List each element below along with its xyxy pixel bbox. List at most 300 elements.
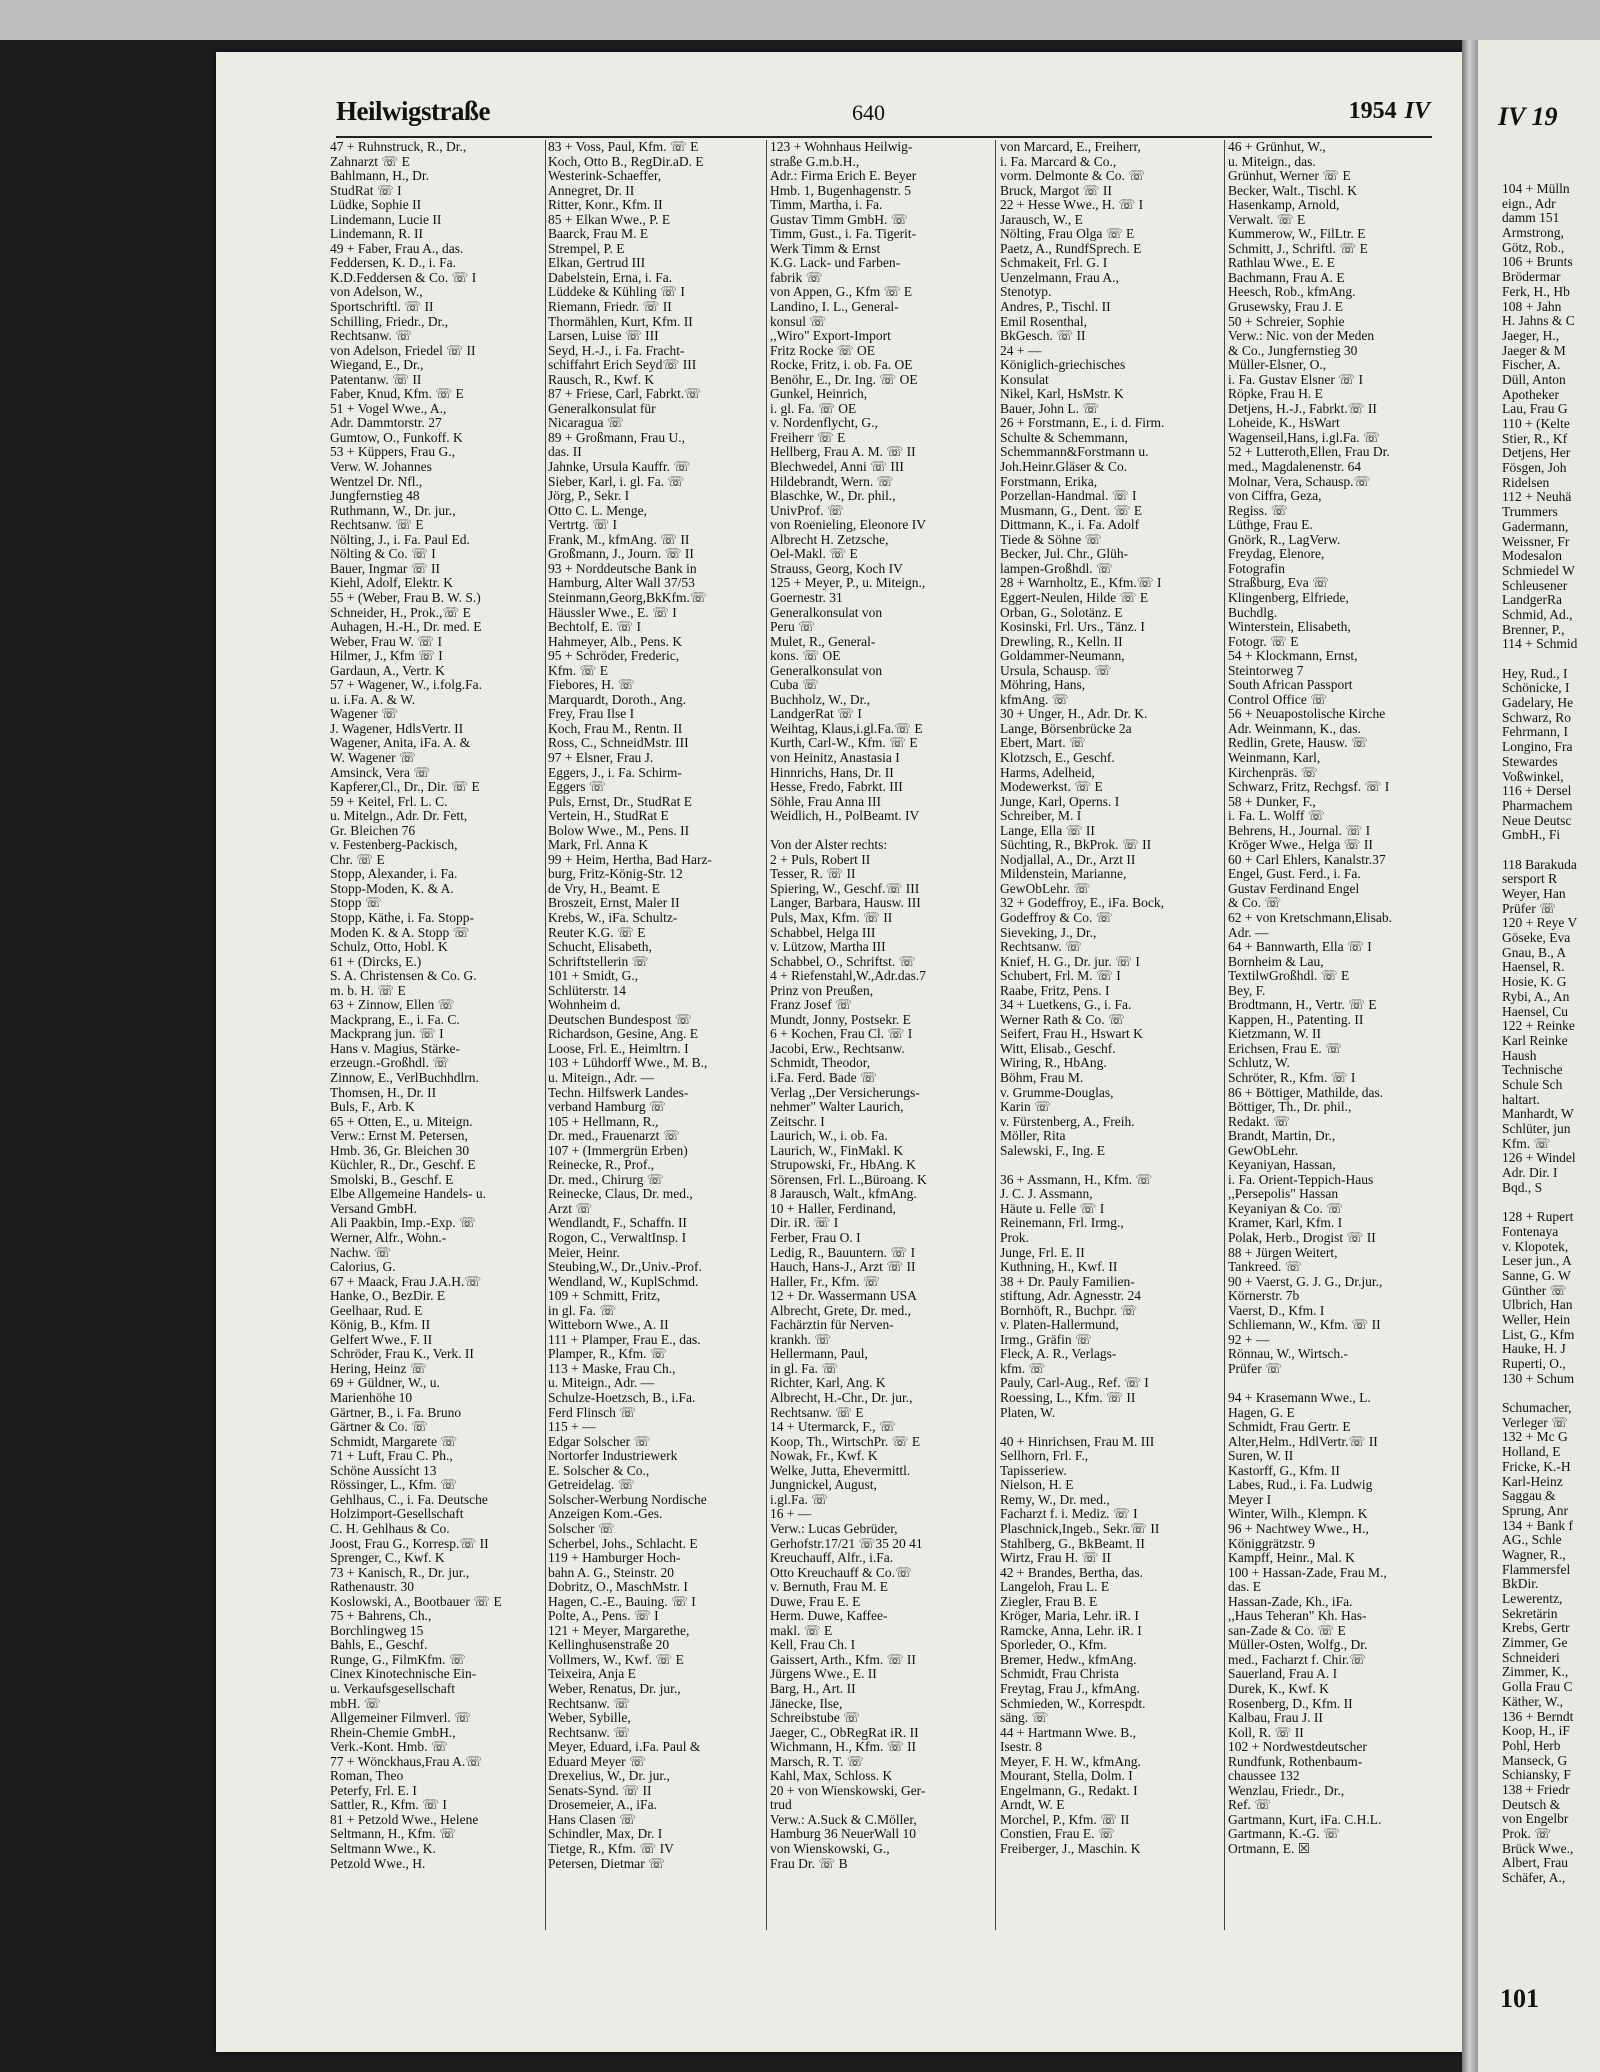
directory-entry-line: 61 + (Dircks, E.) <box>330 953 422 969</box>
directory-entry-line: Gerhofstr.17/21 ☏35 20 41 <box>770 1535 923 1551</box>
directory-entry-line: Peterfy, Frl. E. I <box>330 1782 417 1798</box>
directory-entry-line: Lange, Ella ☏ II <box>1000 822 1095 838</box>
directory-entry-line: Rybi, A., An <box>1502 988 1570 1004</box>
directory-entry-line: Blaschke, W., Dr. phil., <box>770 488 896 504</box>
directory-entry-line: Schubert, Frl. M. ☏ I <box>1000 968 1121 984</box>
directory-entry-line: Fischer, A. <box>1502 357 1561 373</box>
directory-entry-line: 103 + Lühdorff Wwe., M. B., <box>548 1055 708 1071</box>
directory-entry-line: Kröger Wwe., Helga ☏ II <box>1228 837 1373 853</box>
directory-entry-line: Gartmann, Kurt, iFa. C.H.L. <box>1228 1811 1382 1827</box>
directory-entry-line: 112 + Neuhä <box>1502 489 1572 505</box>
directory-entry-line: J. Wagener, HdlsVertr. II <box>330 720 464 736</box>
directory-entry-line: Königlich-griechisches <box>1000 357 1126 373</box>
directory-entry-line: Sieber, Karl, i. gl. Fa. ☏ <box>548 473 685 489</box>
directory-entry-line: Allgemeiner Filmverl. ☏ <box>330 1710 471 1726</box>
directory-entry-line: Schemmann&Forstmann u. <box>1000 444 1149 460</box>
directory-entry-line: Wendlandt, F., Schaffn. II <box>548 1215 687 1231</box>
directory-entry-line: das. E <box>1228 1579 1261 1595</box>
directory-entry-line: von Adelson, Friedel ☏ II <box>330 342 476 358</box>
directory-entry-line: haltart. <box>1502 1091 1540 1107</box>
directory-entry-line: 40 + Hinrichsen, Frau M. III <box>1000 1433 1155 1449</box>
directory-entry-line: 12 + Dr. Wassermann USA <box>770 1288 917 1304</box>
directory-entry-line: 119 + Hamburger Hoch- <box>548 1550 681 1566</box>
directory-entry-line: de Vry, H., Beamt. E <box>548 880 661 896</box>
directory-entry-line: Bey, F. <box>1228 982 1266 998</box>
directory-entry-line: 110 + (Kelte <box>1502 416 1570 431</box>
directory-entry-line: Leser jun., A <box>1502 1253 1572 1269</box>
directory-entry-line: Hering, Heinz ☏ <box>330 1360 427 1376</box>
directory-entry-line: Kirchenpräs. ☏ <box>1228 764 1318 780</box>
directory-entry-line: Jacobi, Erw., Rechtsanw. <box>770 1040 905 1056</box>
directory-entry-line: Vertein, H., StudRat E <box>548 808 669 824</box>
directory-entry-line: 67 + Maack, Frau J.A.H.☏ <box>330 1273 482 1289</box>
directory-entry-line: Bruck, Margot ☏ II <box>1000 182 1112 198</box>
directory-entry-line: Harms, Adelheid, <box>1000 764 1095 780</box>
directory-entry-line: Hellermann, Paul, <box>770 1346 868 1362</box>
directory-entry-line: Gärtner & Co. ☏ <box>330 1419 428 1435</box>
directory-entry-line: 30 + Unger, H., Adr. Dr. K. <box>1000 706 1148 722</box>
directory-entry-line: Saggau & <box>1502 1488 1556 1504</box>
directory-entry-line: Petersen, Dietmar ☏ <box>548 1855 665 1871</box>
directory-entry-line <box>1502 652 1600 667</box>
directory-entry-line: Zimmer, K., <box>1502 1664 1569 1680</box>
directory-entry-line: Häussler Wwe., E. ☏ I <box>548 604 677 620</box>
directory-entry-line: 93 + Norddeutsche Bank in <box>548 560 697 576</box>
directory-entry-line: Ross, C., SchneidMstr. III <box>548 735 689 751</box>
directory-entry-line: erzeugn.-Großhdl. ☏ <box>330 1055 450 1071</box>
directory-entry-line: Knief, H. G., Dr. jur. ☏ I <box>1000 953 1140 969</box>
directory-entry-line: & Co., Jungfernstieg 30 <box>1228 342 1358 358</box>
directory-entry-line: Ferk, H., Hb <box>1502 283 1570 299</box>
directory-entry-line: Sörensen, Frl. L.,Büroang. K <box>770 1171 927 1187</box>
directory-entry-line: Wichmann, H., Kfm. ☏ II <box>770 1739 917 1755</box>
directory-entry-line: Manseck, G <box>1502 1752 1568 1768</box>
page-number: 640 <box>852 100 885 125</box>
directory-entry-line: Lüdke, Sophie II <box>330 197 422 213</box>
directory-entry-line: Reinemann, Frl. Irmg., <box>1000 1215 1124 1231</box>
directory-entry-line: Stopp, Alexander, i. Fa. <box>330 866 458 882</box>
directory-entry-line: Constien, Frau E. ☏ <box>1000 1826 1115 1842</box>
directory-entry-line: Albrecht, Grete, Dr. med., <box>770 1302 911 1318</box>
directory-entry-line: v. Nordenflycht, G., <box>770 415 878 431</box>
directory-entry-line: Ziegler, Frau B. E <box>1000 1593 1098 1609</box>
directory-entry-line: Durek, K., Kwf. K <box>1228 1680 1329 1696</box>
directory-entry-line: ,,Haus Teheran" Kh. Has- <box>1228 1608 1367 1624</box>
directory-entry-line: Getreidelag. ☏ <box>548 1477 635 1493</box>
directory-entry-line: Müller-Osten, Wolfg., Dr. <box>1228 1637 1368 1653</box>
directory-entry-line: 8 Jarausch, Walt., kfmAng. <box>770 1186 917 1202</box>
directory-entry-line: 52 + Lutteroth,Ellen, Frau Dr. <box>1228 444 1390 460</box>
directory-entry-line: Ulbrich, Han <box>1502 1297 1573 1313</box>
directory-entry-line: vorm. Delmonte & Co. ☏ <box>1000 168 1146 184</box>
directory-entry-line: Nikel, Karl, HsMstr. K <box>1000 386 1124 402</box>
directory-entry-line: Bqd., S <box>1502 1179 1543 1195</box>
directory-entry-line: Schmidt, Frau Gertr. E <box>1228 1419 1351 1435</box>
directory-entry-line: Eggers, J., i. Fa. Schirm- <box>548 764 682 780</box>
directory-entry-line: 64 + Bannwarth, Ella ☏ I <box>1228 939 1372 955</box>
directory-entry-line: Gärtner, B., i. Fa. Bruno <box>330 1404 462 1420</box>
directory-entry-line: Kummerow, W., FilLtr. E <box>1228 226 1366 242</box>
directory-entry-line: Rechtsanw. ☏ <box>548 1724 630 1740</box>
directory-entry-line: S. A. Christensen & Co. G. <box>330 968 477 984</box>
directory-entry-line: 118 Barakuda <box>1502 856 1577 872</box>
directory-entry-line: 88 + Jürgen Weitert, <box>1228 1244 1338 1260</box>
directory-entry-line: Schlüter, jun <box>1502 1121 1571 1136</box>
directory-entry-line: Godeffroy & Co. ☏ <box>1000 909 1113 925</box>
directory-entry-line: Spiering, W., Geschf.☏ III <box>770 880 920 896</box>
directory-entry-line: Schleusener <box>1502 577 1568 593</box>
directory-entry-line: Thomsen, H., Dr. II <box>330 1084 437 1100</box>
directory-entry-line: Fontenaya <box>1502 1223 1559 1239</box>
directory-entry-line: W. Wagener ☏ <box>330 749 416 765</box>
directory-entry-line: Jungfernstieg 48 <box>330 488 420 504</box>
directory-entry-line: K.G. Lack- und Farben- <box>770 255 901 271</box>
directory-entry-line: StudRat ☏ I <box>330 182 402 198</box>
directory-entry-line: Möller, Rita <box>1000 1128 1066 1144</box>
directory-entry-line: Schmiedel W <box>1502 562 1575 578</box>
directory-entry-line: Küchler, R., Dr., Geschf. E <box>330 1157 476 1173</box>
directory-entry-line: Reuter K.G. ☏ E <box>548 924 646 940</box>
directory-entry-line: i.Fa. Ferd. Bade ☏ <box>770 1070 877 1085</box>
directory-entry-line: Jaeger & M <box>1502 342 1566 358</box>
directory-entry-line: Bachmann, Frau A. E <box>1228 269 1345 285</box>
directory-entry-line: Edgar Solscher ☏ <box>548 1433 651 1449</box>
directory-entry-line: 83 + Voss, Paul, Kfm. ☏ E <box>548 140 699 154</box>
directory-entry-line: Ritter, Konr., Kfm. II <box>548 197 663 213</box>
directory-entry-line: v. Bernuth, Frau M. E <box>770 1579 888 1595</box>
directory-entry-line: Werk Timm & Ernst <box>770 240 881 256</box>
directory-entry-line: Koch, Otto B., RegDir.aD. E <box>548 153 704 169</box>
directory-entry-line: Kröger, Maria, Lehr. iR. I <box>1000 1608 1139 1624</box>
directory-entry-line: Kappen, H., Patenting. II <box>1228 1011 1364 1027</box>
directory-entry-line: 54 + Klockmann, Ernst, <box>1228 648 1358 664</box>
directory-entry-line: Schilling, Friedr., Dr., <box>330 313 449 329</box>
directory-entry-line: Zinnow, E., VerlBuchhdlrn. <box>330 1070 479 1085</box>
directory-entry-line: Stenotyp. <box>1000 284 1052 300</box>
directory-entry-line: Schmid, Ad., <box>1502 606 1573 622</box>
directory-entry-line: 34 + Luetkens, G., i. Fa. <box>1000 997 1132 1013</box>
directory-entry-line: 111 + Plamper, Frau E., das. <box>548 1331 701 1347</box>
directory-entry-line: Drewling, R., Kelln. II <box>1000 633 1123 649</box>
directory-entry-line: Freiberger, J., Maschin. K <box>1000 1840 1141 1856</box>
directory-entry-line: Larsen, Luise ☏ III <box>548 328 659 344</box>
directory-entry-line: Schröter, R., Kfm. ☏ I <box>1228 1070 1356 1085</box>
directory-entry-line: Jürgens Wwe., E. II <box>770 1666 877 1682</box>
directory-entry-line: Nölting, J., i. Fa. Paul Ed. <box>330 531 470 547</box>
directory-entry-line: u. Miteign., das. <box>1228 153 1316 169</box>
directory-entry-line: Puls, Ernst, Dr., StudRat E <box>548 793 693 809</box>
directory-entry-line: Feddersen, K. D., i. Fa. <box>330 255 456 271</box>
directory-entry-line: Verlag ,,Der Versicherungs- <box>770 1084 920 1100</box>
directory-entry-line: Sprenger, C., Kwf. K <box>330 1550 445 1566</box>
directory-entry-line: Witt, Elisab., Geschf. <box>1000 1040 1116 1056</box>
directory-entry-line <box>1228 1376 1446 1391</box>
directory-entry-line: Generalkonsulat für <box>548 400 656 416</box>
directory-entry-line: Strauss, Georg, Koch IV <box>770 560 903 576</box>
directory-entry-line: von Appen, G., Kfm ☏ E <box>770 284 913 300</box>
directory-entry-line: Ref. ☏ <box>1228 1797 1272 1813</box>
directory-entry-line: Hamburg, Alter Wall 37/53 <box>548 575 695 591</box>
directory-entry-line: 46 + Grünhut, W., <box>1228 140 1326 154</box>
directory-entry-line: Jarausch, W., E <box>1000 211 1083 227</box>
directory-entry-line: Schulze-Hoetzsch, B., i.Fa. <box>548 1390 696 1406</box>
directory-entry-line: Mackprang, E., i. Fa. C. <box>330 1011 460 1027</box>
directory-entry-line: Roessing, L., Kfm. ☏ II <box>1000 1390 1136 1406</box>
directory-entry-line: Stopp, Käthe, i. Fa. Stopp- <box>330 909 474 925</box>
directory-entry-line: 57 + Wagener, W., i.folg.Fa. <box>330 677 482 693</box>
directory-column-4 <box>1000 140 1218 1940</box>
directory-entry-line: lampen-Großhdl. ☏ <box>1000 560 1113 576</box>
directory-entry-line: Strempel, P. E <box>548 240 625 256</box>
directory-entry-line: Großmann, J., Journ. ☏ II <box>548 546 694 562</box>
directory-entry-line: Ferd Flinsch ☏ <box>548 1404 637 1420</box>
directory-entry-line: säng. ☏ <box>1000 1710 1049 1726</box>
directory-entry-line: Brenner, P., <box>1502 621 1565 637</box>
directory-entry-line: Schumacher, <box>1502 1400 1572 1416</box>
directory-entry-line: Söhle, Frau Anna III <box>770 793 881 809</box>
directory-entry-line: Runge, G., FilmKfm. ☏ <box>330 1651 466 1667</box>
directory-entry-line: Wagner, R., <box>1502 1546 1566 1562</box>
directory-entry-line: 59 + Keitel, Frl. L. C. <box>330 793 448 809</box>
directory-entry-line: Rönnau, W., Wirtsch.- <box>1228 1346 1348 1362</box>
directory-entry-line: Weidlich, H., PolBeamt. IV <box>770 808 920 824</box>
directory-entry-line: Fehrmann, I <box>1502 724 1568 740</box>
directory-entry-line: 32 + Godeffroy, E., iFa. Bock, <box>1000 895 1164 911</box>
street-name-heading: Heilwigstraße <box>336 96 490 126</box>
directory-entry-line: Meyer I <box>1228 1491 1272 1507</box>
directory-entry-line: mbH. ☏ <box>330 1695 381 1711</box>
directory-entry-line: von Wienskowski, G., <box>770 1840 890 1856</box>
directory-entry-line: GewObLehr. ☏ <box>1000 880 1091 896</box>
directory-entry-line: Lindemann, Lucie II <box>330 211 442 227</box>
directory-entry-line: Anzeigen Kom.-Ges. <box>548 1506 663 1522</box>
directory-entry-line: Jaeger, C., ObRegRat iR. II <box>770 1724 919 1740</box>
directory-entry-line: 108 + Jahn <box>1502 298 1562 314</box>
directory-entry-line: Ursula, Schausp. ☏ <box>1000 662 1112 678</box>
directory-entry-line: Schiansky, F <box>1502 1767 1571 1783</box>
directory-entry-line: E. Solscher & Co., <box>548 1462 650 1478</box>
directory-entry-line: 16 + — <box>770 1506 812 1522</box>
directory-entry-line: 26 + Forstmann, E., i. d. Firm. <box>1000 415 1165 431</box>
directory-entry-line: Molnar, Vera, Schausp.☏ <box>1228 473 1371 489</box>
directory-entry-line: Mark, Frl. Anna K <box>548 837 649 853</box>
directory-entry-line: Amsinck, Vera ☏ <box>330 764 431 780</box>
directory-entry-line: Hanke, O., BezDir. E <box>330 1288 446 1304</box>
directory-entry-line: Körnerstr. 7b <box>1228 1288 1300 1304</box>
directory-entry-line: Ebert, Mart. ☏ <box>1000 735 1086 751</box>
directory-entry-line: Thormählen, Kurt, Kfm. II <box>548 313 693 329</box>
directory-entry-line: 105 + Hellmann, R., <box>548 1113 659 1129</box>
directory-entry-line: Gelfert Wwe., F. II <box>330 1331 433 1347</box>
directory-entry-line: Wagenseil,Hans, i.gl.Fa. ☏ <box>1228 429 1380 445</box>
directory-entry-line: Schreiber, M. I <box>1000 808 1082 824</box>
directory-entry-line: Rocke, Fritz, i. ob. Fa. OE <box>770 357 913 373</box>
directory-entry-line: Hans Clasen ☏ <box>548 1811 637 1827</box>
directory-entry-line: Musmann, G., Dent. ☏ E <box>1000 502 1143 518</box>
directory-entry-line: Raabe, Fritz, Pens. I <box>1000 982 1110 998</box>
directory-entry-line: Günther ☏ <box>1502 1282 1567 1298</box>
directory-entry-line: Langer, Barbara, Hausw. III <box>770 895 921 911</box>
directory-entry-line: Bahls, E., Geschf. <box>330 1637 428 1653</box>
directory-entry-line: Süchting, R., BkProk. ☏ II <box>1000 837 1152 853</box>
directory-entry-line: 51 + Vogel Wwe., A., <box>330 400 447 416</box>
directory-entry-line: Broszeit, Ernst, Maler II <box>548 895 680 911</box>
directory-entry-line: 96 + Nachtwey Wwe., H., <box>1228 1520 1369 1536</box>
directory-entry-line: Wenzlau, Friedr., Dr., <box>1228 1782 1345 1798</box>
directory-entry-line: Seltmann, H., Kfm. ☏ <box>330 1826 456 1842</box>
directory-entry-line: verband Hamburg ☏ <box>548 1099 666 1115</box>
directory-entry-line: Bahlmann, H., Dr. <box>330 168 429 184</box>
page-header <box>336 92 1432 132</box>
directory-entry-line: Schreibstube ☏ <box>770 1710 860 1726</box>
directory-entry-line: Keyaniyan, Hassan, <box>1228 1157 1336 1173</box>
directory-entry-line: Pharmachem <box>1502 797 1573 813</box>
directory-entry-line: Verw.: A.Suck & C.Möller, <box>770 1811 917 1827</box>
directory-entry-line: Wiring, R., HbAng. <box>1000 1055 1107 1071</box>
directory-entry-line: Rössinger, L., Kfm. ☏ <box>330 1477 457 1493</box>
directory-entry-line: Labes, Rud., i. Fa. Ludwig <box>1228 1477 1373 1493</box>
directory-entry-line: u. i.Fa. A. & W. <box>330 691 416 707</box>
directory-entry-line: Konsulat <box>1000 371 1049 387</box>
directory-entry-line: Teixeira, Anja E <box>548 1666 636 1682</box>
directory-entry-line: Hesse, Fredo, Fabrkt. III <box>770 779 903 795</box>
directory-entry-line: trud <box>770 1797 792 1813</box>
directory-entry-line: Laurich, W., FinMakl. K <box>770 1142 904 1158</box>
directory-entry-line: Nölting, Frau Olga ☏ E <box>1000 226 1135 242</box>
directory-entry-line: 20 + von Wienskowski, Ger- <box>770 1782 926 1798</box>
directory-entry-line: Eggers ☏ <box>548 779 606 795</box>
directory-entry-line: Control Office ☏ <box>1228 691 1328 707</box>
directory-entry-line: Bolow Wwe., M., Pens. II <box>548 822 690 838</box>
directory-entry-line: Schmitt, J., Schriftl. ☏ E <box>1228 240 1368 256</box>
directory-entry-line: Detjens, H.-J., Fabrkt.☏ II <box>1228 400 1377 416</box>
directory-entry-line: Schabbel, Helga III <box>770 924 876 940</box>
directory-entry-line: Prinz von Preußen, <box>770 982 874 998</box>
directory-entry-line: Prok. ☏ <box>1502 1826 1552 1841</box>
directory-entry-line: Böhm, Frau M. <box>1000 1070 1084 1085</box>
directory-entry-line: Hmb. 1, Bugenhagenstr. 5 <box>770 182 911 198</box>
directory-entry-line: 58 + Dunker, F., <box>1228 793 1316 809</box>
directory-entry-line: Sattler, R., Kfm. ☏ I <box>330 1797 447 1813</box>
directory-entry-line: Herm. Duwe, Kaffee- <box>770 1608 888 1624</box>
directory-entry-line: Gartmann, K.-G. ☏ <box>1228 1826 1340 1842</box>
directory-entry-line: Richter, Karl, Ang. K <box>770 1375 886 1391</box>
directory-entry-line: Rechtsanw. ☏ E <box>770 1404 864 1420</box>
directory-entry-line: Schneideri <box>1502 1649 1560 1665</box>
directory-entry-line: Hagen, G. E <box>1228 1404 1295 1420</box>
directory-entry-line: Meyer, Eduard, i.Fa. Paul & <box>548 1739 701 1755</box>
directory-entry-line: Adr. — <box>1228 924 1269 940</box>
directory-entry-line: Kellinghusenstraße 20 <box>548 1637 670 1653</box>
directory-entry-line: Polte, A., Pens. ☏ I <box>548 1608 659 1624</box>
directory-entry-line <box>770 824 988 839</box>
directory-entry-line: 28 + Warnholtz, E., Kfm.☏ I <box>1000 575 1162 591</box>
directory-entry-line: Gnörk, R., LagVerw. <box>1228 531 1341 547</box>
directory-entry-line: BkDir. <box>1502 1576 1539 1592</box>
directory-entry-line: i.gl.Fa. ☏ <box>770 1491 829 1507</box>
directory-entry-line: Bornheim & Lau, <box>1228 953 1324 969</box>
directory-entry-line: Generalkonsulat von <box>770 604 883 620</box>
directory-entry-line: Buchholz, W., Dr., <box>770 691 871 707</box>
directory-entry-line: & Co. ☏ <box>1228 895 1282 911</box>
book-gutter <box>1462 40 1478 2072</box>
directory-entry-line: Kietzmann, W. II <box>1228 1026 1321 1042</box>
directory-entry-line: Steinmann,Georg,BkKfm.☏ <box>548 589 707 605</box>
directory-entry-line: Ruperti, O., <box>1502 1356 1566 1371</box>
directory-entry-line: Hauch, Hans-J., Arzt ☏ II <box>770 1259 916 1275</box>
directory-entry-line: 73 + Kanisch, R., Dr. jur., <box>330 1564 470 1580</box>
directory-entry-line: Witteborn Wwe., A. II <box>548 1317 669 1333</box>
directory-entry-line: Verw.: Lucas Gebrüder, <box>770 1520 898 1536</box>
directory-entry-line: Detjens, Her <box>1502 445 1571 461</box>
directory-entry-line: Möhring, Hans, <box>1000 677 1086 693</box>
directory-entry-line: Hamburg 36 NeuerWall 10 <box>770 1826 917 1842</box>
directory-entry-line: Schneider, H., Prok.,☏ E <box>330 604 471 620</box>
directory-entry-line: Straßburg, Eva ☏ <box>1228 575 1329 591</box>
directory-entry-line: Rosenberg, D., Kfm. II <box>1228 1695 1353 1711</box>
directory-entry-line: Weber, Sybille, <box>548 1710 631 1726</box>
directory-entry-line: Tankreed. ☏ <box>1228 1259 1302 1275</box>
directory-entry-line: Platen, W. <box>1000 1404 1056 1420</box>
directory-entry-line: Winterstein, Elisabeth, <box>1228 619 1351 635</box>
directory-entry-line: Dittmann, K., i. Fa. Adolf <box>1000 517 1140 533</box>
directory-entry-line: konsul ☏ <box>770 313 827 329</box>
directory-entry-line: Loheide, K., HsWart <box>1228 415 1340 431</box>
directory-entry-line: Nölting & Co. ☏ I <box>330 546 436 562</box>
directory-entry-line: Peru ☏ <box>770 619 816 635</box>
directory-entry-line: Schulz, Otto, Hobl. K <box>330 939 448 955</box>
directory-entry-line: Dabelstein, Erna, i. Fa. <box>548 269 673 285</box>
directory-entry-line: Rhein-Chemie GmbH., <box>330 1724 456 1740</box>
directory-entry-line: Sportschriftl. ☏ II <box>330 299 434 315</box>
directory-entry-line: Weissner, Fr <box>1502 533 1570 549</box>
directory-entry-line: Facharzt f. i. Mediz. ☏ I <box>1000 1506 1138 1522</box>
directory-entry-line: Koll, R. ☏ II <box>1228 1724 1304 1740</box>
directory-entry-line: 121 + Meyer, Margarethe, <box>548 1622 690 1638</box>
directory-entry-line: Bauer, John L. ☏ <box>1000 400 1100 416</box>
edition-year <box>1349 98 1430 125</box>
directory-entry-line: Gaissert, Arth., Kfm. ☏ II <box>770 1651 916 1667</box>
directory-entry-line: 6 + Kochen, Frau Cl. ☏ I <box>770 1026 913 1042</box>
directory-entry-line: Frank, M., kfmAng. ☏ II <box>548 531 690 547</box>
directory-entry-line: Kreuchauff, Alfr., i.Fa. <box>770 1550 894 1566</box>
directory-entry-line: 55 + (Weber, Frau B. W. S.) <box>330 589 481 605</box>
directory-entry-line: von Ciffra, Geza, <box>1228 488 1322 504</box>
directory-entry-line: 42 + Brandes, Bertha, das. <box>1000 1564 1143 1580</box>
directory-entry-line: Rundfunk, Rothenbaum- <box>1228 1753 1363 1769</box>
directory-column-3 <box>770 140 988 1940</box>
directory-entry-line: 101 + Smidt, G., <box>548 968 639 984</box>
directory-entry-line: Brandt, Martin, Dr., <box>1228 1128 1336 1144</box>
directory-entry-line: Elbe Allgemeine Handels- u. <box>330 1186 486 1202</box>
directory-entry-line: Meier, Heinr. <box>548 1244 620 1260</box>
directory-entry-line: Ferber, Frau O. I <box>770 1230 861 1246</box>
directory-entry-line: TextilwGroßhdl. ☏ E <box>1228 968 1350 984</box>
directory-entry-line: v. Lützow, Martha III <box>770 939 886 955</box>
directory-entry-line: König, B., Kfm. II <box>330 1317 431 1333</box>
directory-entry-line: Reinecke, Claus, Dr. med., <box>548 1186 693 1202</box>
volume-number: IV <box>1404 98 1430 124</box>
directory-column-5 <box>1228 140 1446 1940</box>
directory-entry-line: Lindemann, R. II <box>330 226 423 242</box>
directory-entry-line: Buchdlg. <box>1228 604 1278 620</box>
directory-entry-line: Wiegand, E., Dr., <box>330 357 424 373</box>
directory-entry-line: Meyer, F. H. W., kfmAng. <box>1000 1753 1141 1769</box>
directory-entry-line: Keyaniyan & Co. ☏ <box>1228 1200 1344 1216</box>
directory-entry-line: Salewski, F., Ing. E <box>1000 1142 1106 1158</box>
directory-entry-line: Welke, Jutta, Ehevermittl. <box>770 1462 911 1478</box>
directory-entry-line: von Adelson, W., <box>330 284 423 300</box>
